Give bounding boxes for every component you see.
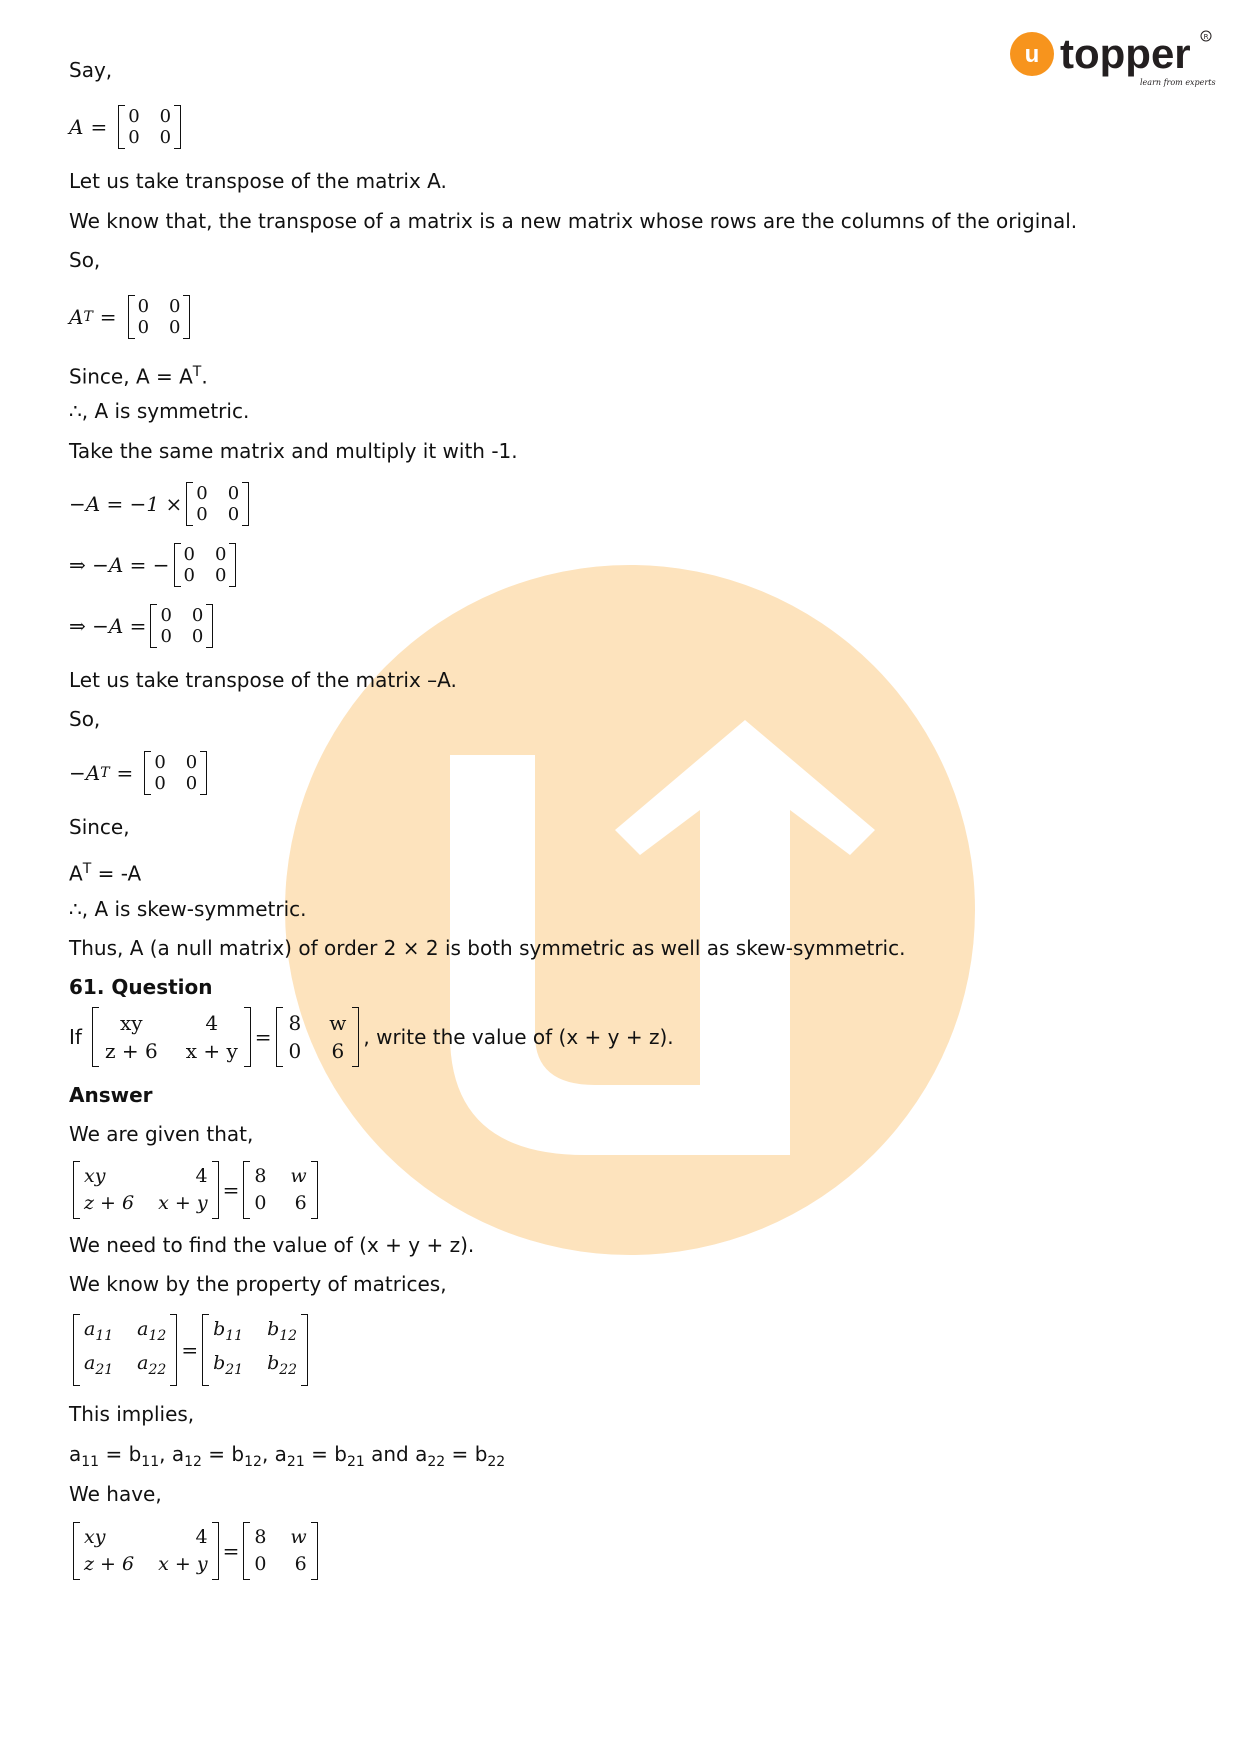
text-need-find: We need to find the value of (x + y + z). <box>69 1233 475 1257</box>
logo-badge-letter: u <box>1024 41 1040 68</box>
matrix-given-rhs: 8 w 0 6 <box>243 1522 317 1580</box>
text-transpose-definition: We know that, the transpose of a matrix is a new matrix whose rows are the columns of the original. <box>69 209 1078 233</box>
logo-tagline: learn from experts <box>1140 78 1216 87</box>
matrix-general-a: $a_{11}$ $a_{12}$ $a_{21}$ $a_{22}$ <box>73 1314 177 1386</box>
matrix-zero: 0 0 0 0 <box>144 751 207 795</box>
text-multiply: Take the same matrix and multiply it with -1. <box>69 439 518 463</box>
matrix-general-b: $b_{11}$ $b_{12}$ $b_{21}$ $b_{22}$ <box>202 1314 308 1386</box>
matrix-zero: 0 0 0 0 <box>186 482 249 526</box>
topper-logo <box>1010 28 1220 90</box>
text-transpose-neg: Let us take transpose of the matrix –A. <box>69 668 457 692</box>
text-given: We are given that, <box>69 1122 254 1146</box>
text-skew-symmetric: ∴, A is skew-symmetric. <box>69 897 307 921</box>
text-implies: This implies, <box>69 1401 195 1426</box>
solution-content <box>69 56 1179 1580</box>
matrix-zero: 0 0 0 0 <box>174 543 237 587</box>
svg-text:R: R <box>1203 33 1209 41</box>
answer-heading: Answer <box>69 1083 153 1107</box>
equation-given: xy 4 z + 6 x + y = 8 w 0 6 <box>69 1161 1179 1219</box>
equation-neg-a-2: ⇒ −A = − 0 0 0 0 <box>69 543 1179 587</box>
matrix-zero: 0 0 0 0 <box>118 105 181 149</box>
matrix-zero: 0 0 0 0 <box>150 604 213 648</box>
text-we-have: We have, <box>69 1481 162 1506</box>
matrix-zero: 0 0 0 0 <box>128 295 191 339</box>
equation-a: A = 0 0 0 0 <box>69 105 1179 149</box>
matrix-question-lhs: xy 4 z + 6 x + y <box>92 1007 251 1067</box>
text-so-2: So, <box>69 707 101 731</box>
question-heading: 61. Question <box>69 975 213 999</box>
logo-wordmark: topper <box>1060 30 1191 77</box>
question-statement: If xy 4 z + 6 x + y = 8 w 0 6 , write the value of (x + y + z). <box>69 1007 1179 1067</box>
text-since-2: Since, <box>69 815 130 839</box>
matrix-question-rhs: 8 w 0 6 <box>276 1007 360 1067</box>
text-symmetric: ∴, A is symmetric. <box>69 399 250 423</box>
text-conclusion: Thus, A (a null matrix) of order 2 × 2 is both symmetric as well as skew-symmetric. <box>69 936 906 960</box>
text-take-transpose: Let us take transpose of the matrix A. <box>69 169 447 193</box>
equation-neg-a: −A = −1 × 0 0 0 0 <box>69 482 1179 526</box>
text-at-eq-neg-a: $A^T = -A$ <box>69 861 142 886</box>
matrix-given-rhs: 8 w 0 6 <box>243 1161 317 1219</box>
matrix-given-lhs: xy 4 z + 6 x + y <box>73 1522 219 1580</box>
text-property: We know by the property of matrices, <box>69 1272 447 1296</box>
text-element-relations: $a_{11} = b_{11}$, $a_{12} = b_{12}$, $a_{21} = b_{21}$ and $a_{22} = b_{22}$ <box>69 1441 506 1470</box>
text-say: Say, <box>69 58 113 82</box>
text-since-a-eq-at: Since, $A = A^T$. <box>69 364 208 389</box>
equation-a-transpose: A T = 0 0 0 0 <box>69 295 1179 339</box>
matrix-given-lhs: xy 4 z + 6 x + y <box>73 1161 219 1219</box>
text-so: So, <box>69 248 101 272</box>
equation-given-2: xy 4 z + 6 x + y = 8 w 0 6 <box>69 1522 1179 1580</box>
equation-neg-a-transpose: −A T = 0 0 0 0 <box>69 751 1179 795</box>
equation-neg-a-3: ⇒ −A = 0 0 0 0 <box>69 604 1179 648</box>
equation-general: $a_{11}$ $a_{12}$ $a_{21}$ $a_{22}$ = $b_{11}$ $b_{12}$ $b_{21}$ $b_{22}$ <box>69 1314 1179 1386</box>
